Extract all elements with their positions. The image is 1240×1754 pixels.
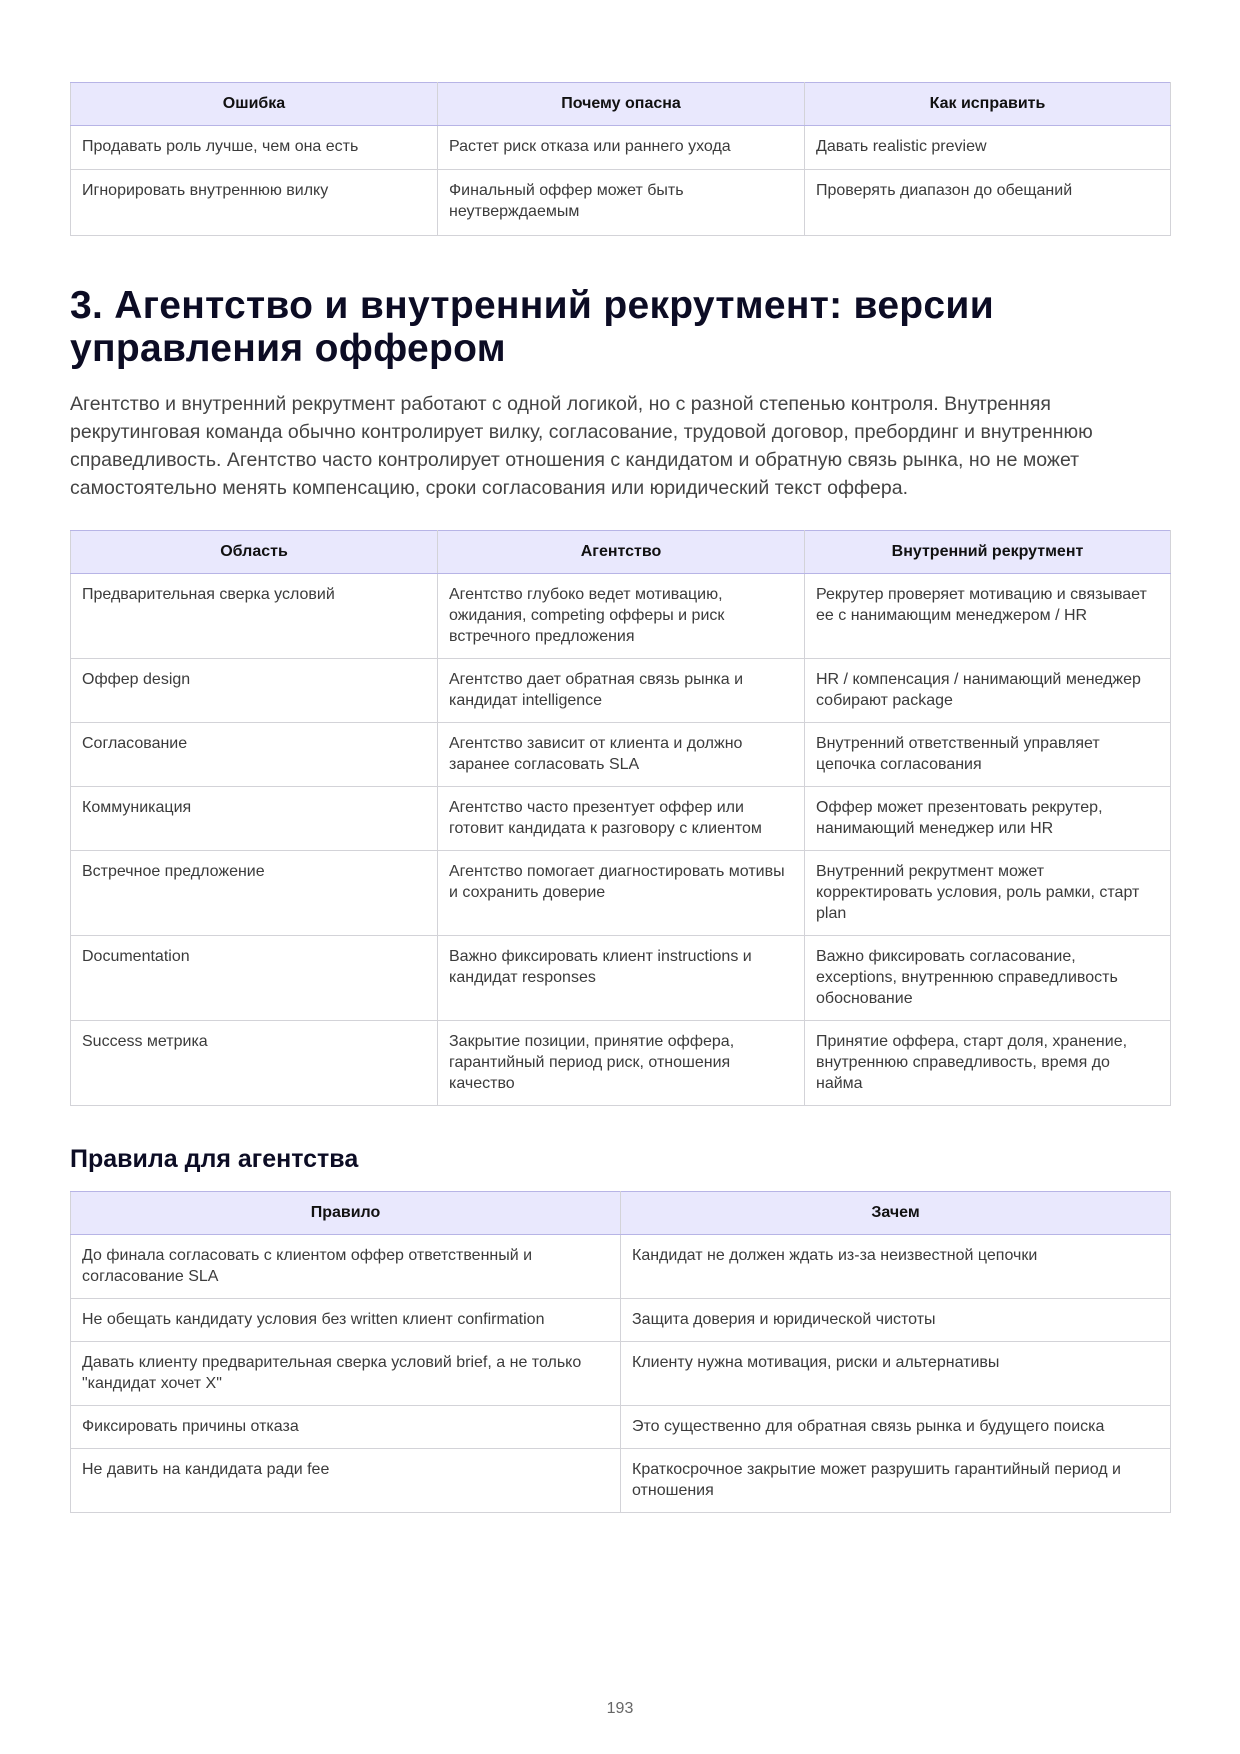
table-row [71,659,1171,723]
column-header: Почему опасна [438,83,805,126]
table-cell: Агентство дает обратная связь рынка и кандидат intelligence [438,659,805,723]
table-cell: HR / компенсация / нанимающий менеджер собирают package [805,659,1171,723]
table-cell: Оффер design [71,659,438,723]
section-paragraph: Агентство и внутренний рекрутмент работают с одной логикой, но с разной степенью контроля. Внутренняя рекрутинговая команда обычно контролирует вилку, согласование, трудовой договор, пребординг и внутреннюю справедливость. Агентство часто контролирует отношения с кандидатом и обратную связь рынка, но не может самостоятельно менять компенсацию, сроки согласования или юридический текст оффера. [70,393,1093,499]
table-row [71,1342,1171,1406]
column-header: Как исправить [805,83,1171,126]
table-cell: Success метрика [71,1021,438,1106]
table-row [71,1406,1171,1449]
table-cell: Агентство зависит от клиента и должно заранее согласовать SLA [438,723,805,787]
table-header-row [71,1192,1171,1235]
table-row [71,723,1171,787]
table-cell: Проверять диапазон до обещаний [805,170,1171,236]
table-cell: Давать realistic preview [805,126,1171,170]
column-header: Область [71,531,438,574]
table-cell: Важно фиксировать согласование, exceptions, внутреннюю справедливость обоснование [805,936,1171,1021]
table-row [71,574,1171,659]
table-row [71,1449,1171,1513]
table-row [71,1021,1171,1106]
table-cell: Documentation [71,936,438,1021]
section-title: 3. Агентство и внутренний рекрутмент: версии управления оффером [70,284,994,370]
table-cell: Рекрутер проверяет мотивацию и связывает ее с нанимающим менеджером / HR [805,574,1171,659]
table-cell: Закрытие позиции, принятие оффера, гарантийный период риск, отношения качество [438,1021,805,1106]
table-header-row [71,83,1171,126]
table-cell: Это существенно для обратная связь рынка и будущего поиска [621,1406,1171,1449]
agency-rules-table [70,1191,1171,1513]
table-cell: Согласование [71,723,438,787]
table-row [71,170,1171,236]
table-cell: Продавать роль лучше, чем она есть [71,126,438,170]
table-cell: Игнорировать внутреннюю вилку [71,170,438,236]
table-cell: Встречное предложение [71,851,438,936]
table-cell: Предварительная сверка условий [71,574,438,659]
table-cell: Финальный оффер может быть неутверждаемым [438,170,805,236]
table-row [71,936,1171,1021]
table-cell: Агентство помогает диагностировать мотивы и сохранить доверие [438,851,805,936]
table-header-row [71,531,1171,574]
table-cell: Давать клиенту предварительная сверка условий brief, а не только "кандидат хочет X" [71,1342,621,1406]
table-cell: Агентство часто презентует оффер или готовит кандидата к разговору с клиентом [438,787,805,851]
table-cell: Внутренний ответственный управляет цепочка согласования [805,723,1171,787]
column-header: Агентство [438,531,805,574]
document-page [70,82,1170,1513]
table-row [71,1235,1171,1299]
column-header: Внутренний рекрутмент [805,531,1171,574]
table-cell: Коммуникация [71,787,438,851]
table-cell: Не обещать кандидату условия без written клиент confirmation [71,1299,621,1342]
table-cell: Кандидат не должен ждать из-за неизвестной цепочки [621,1235,1171,1299]
table-cell: Важно фиксировать клиент instructions и кандидат responses [438,936,805,1021]
table-cell: Защита доверия и юридической чистоты [621,1299,1171,1342]
table-row [71,851,1171,936]
table-cell: Фиксировать причины отказа [71,1406,621,1449]
table-row [71,1299,1171,1342]
table-cell: Оффер может презентовать рекрутер, нанимающий менеджер или HR [805,787,1171,851]
column-header: Зачем [621,1192,1171,1235]
page-number: 193 [606,1700,634,1717]
table-row [71,787,1171,851]
agency-vs-inhouse-table [70,530,1171,1106]
table-cell: Растет риск отказа или раннего ухода [438,126,805,170]
table-row [71,126,1171,170]
table-cell: Не давить на кандидата ради fee [71,1449,621,1513]
table-cell: Клиенту нужна мотивация, риски и альтернативы [621,1342,1171,1406]
table-cell: До финала согласовать с клиентом оффер ответственный и согласование SLA [71,1235,621,1299]
column-header: Ошибка [71,83,438,126]
column-header: Правило [71,1192,621,1235]
table-cell: Агентство глубоко ведет мотивацию, ожидания, competing офферы и риск встречного предложения [438,574,805,659]
subsection-title: Правила для агентства [70,1145,359,1173]
table-cell: Краткосрочное закрытие может разрушить гарантийный период и отношения [621,1449,1171,1513]
table-cell: Принятие оффера, старт доля, хранение, внутреннюю справедливость, время до найма [805,1021,1171,1106]
table-cell: Внутренний рекрутмент может корректировать условия, роль рамки, старт plan [805,851,1171,936]
mistakes-table [70,82,1171,236]
